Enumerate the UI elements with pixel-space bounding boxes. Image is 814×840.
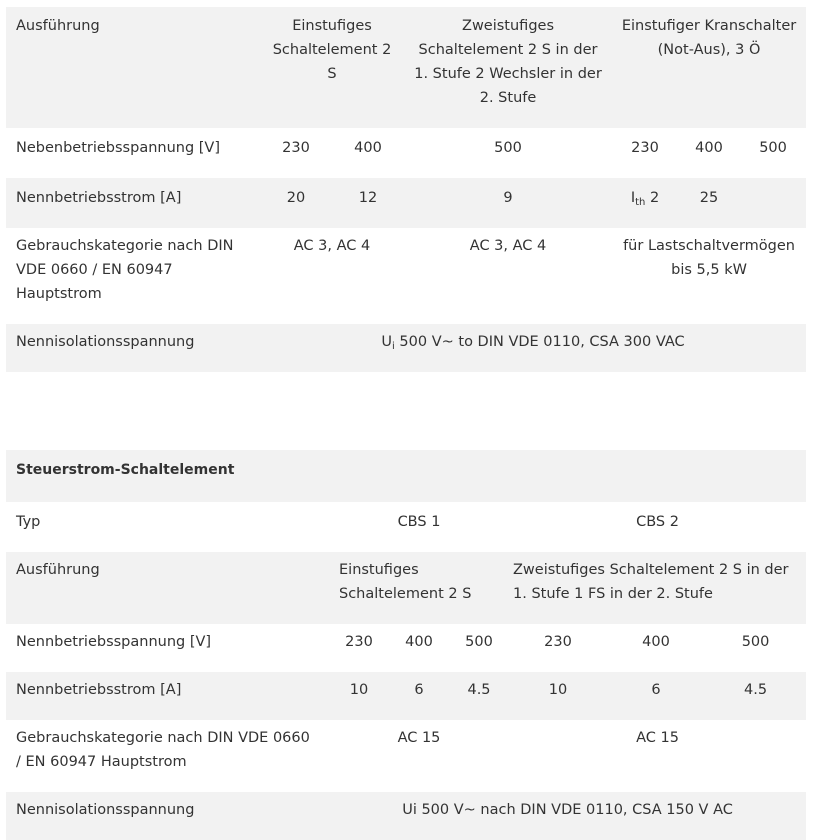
table-row-category (6, 720, 806, 792)
insulation-value: 500 V~ to DIN VDE 0110, CSA 300 VAC (399, 334, 685, 350)
specs-table-control-switch (6, 450, 806, 840)
row-label: Nennbetriebsstrom [A] (6, 178, 260, 228)
cell-value: 500 (465, 634, 493, 650)
cell-value-ith (612, 178, 678, 228)
specs-table-main-switch (6, 7, 806, 372)
cell-value: 500 (494, 140, 522, 156)
symbol-u: U (381, 334, 393, 350)
cell-value: 400 (354, 140, 382, 156)
cell-value: 400 (695, 140, 723, 156)
cell-value: 12 (332, 178, 404, 228)
cell-value: für Lastschaltvermögen bis 5,5 kW (623, 238, 795, 278)
cell-value: AC 3, AC 4 (469, 238, 547, 254)
cell-value: CBS 2 (636, 514, 679, 530)
table-row-current (6, 178, 806, 228)
cell-value: 230 (282, 140, 310, 156)
cell-value: 230 (631, 140, 659, 156)
row-label: Nennbetriebsspannung [V] (16, 634, 212, 650)
subscript-th: th (635, 197, 646, 208)
table-row-category (6, 228, 806, 324)
table-row-insulation (6, 792, 806, 840)
row-label: Gebrauchskategorie nach DIN VDE 0660 / EN 60947 Hauptstrom (16, 238, 234, 302)
cell-value: AC 15 (397, 730, 441, 746)
cell-value: 9 (404, 178, 612, 228)
cell-value: Ui 500 V~ nach DIN VDE 0110, CSA 150 V AC (329, 792, 806, 840)
row-label: Ausführung (6, 552, 329, 624)
cell-value: AC 3, AC 4 (293, 238, 371, 254)
header-cell-two-stage: Zweistufiges Schaltelement 2 S in der 1. Stufe 2 Wechsler in der 2. Stufe (404, 7, 612, 128)
section-title: Steuerstrom-Schaltelement (6, 450, 806, 502)
table-title-row (6, 450, 806, 502)
cell-value: 2 (649, 190, 660, 206)
cell-value: 230 (345, 634, 373, 650)
table-row-voltage (6, 624, 806, 672)
row-label: Nebenbetriebsspannung [V] (16, 140, 221, 156)
table-row-current (6, 672, 806, 720)
row-label: Nennisolationsspannung (6, 792, 329, 840)
cell-value: 4.5 (449, 672, 509, 720)
table-row-insulation (6, 324, 806, 372)
cell-value: 10 (329, 672, 389, 720)
cell-value: Einstufiges Schaltelement 2 S (329, 552, 509, 624)
empty-cell (740, 178, 806, 228)
row-label: Gebrauchskategorie nach DIN VDE 0660 / EN 60947 Hauptstrom (16, 730, 310, 770)
header-cell-crane-switch: Einstufiger Kranschalter (Not-Aus), 3 Ö (612, 7, 806, 128)
header-cell-single-stage: Einstufiges Schaltelement 2 S (260, 7, 404, 128)
cell-value: CBS 1 (397, 514, 441, 530)
table-row-type (6, 502, 806, 552)
cell-value: 25 (678, 178, 740, 228)
cell-value: 400 (642, 634, 670, 650)
symbol-i: I (630, 190, 636, 206)
cell-value: 6 (607, 672, 705, 720)
cell-value: 230 (544, 634, 572, 650)
cell-value: Zweistufiges Schaltelement 2 S in der 1. Stufe 1 FS in der 2. Stufe (509, 552, 806, 624)
cell-value: 20 (260, 178, 332, 228)
table-row-design (6, 552, 806, 624)
table-row-design (6, 7, 806, 128)
cell-value: 10 (509, 672, 607, 720)
cell-value: 4.5 (705, 672, 806, 720)
row-label: Nennbetriebsstrom [A] (6, 672, 329, 720)
row-label: Ausführung (6, 7, 260, 128)
subscript-i: i (392, 341, 395, 352)
row-label: Typ (16, 514, 41, 530)
cell-value: AC 15 (636, 730, 679, 746)
cell-value: 500 (759, 140, 787, 156)
table-row-voltage (6, 128, 806, 178)
cell-value: 400 (405, 634, 433, 650)
row-label: Nennisolationsspannung (6, 324, 260, 372)
cell-value: 500 (741, 634, 770, 650)
cell-value: 6 (389, 672, 449, 720)
cell-value (260, 324, 806, 372)
